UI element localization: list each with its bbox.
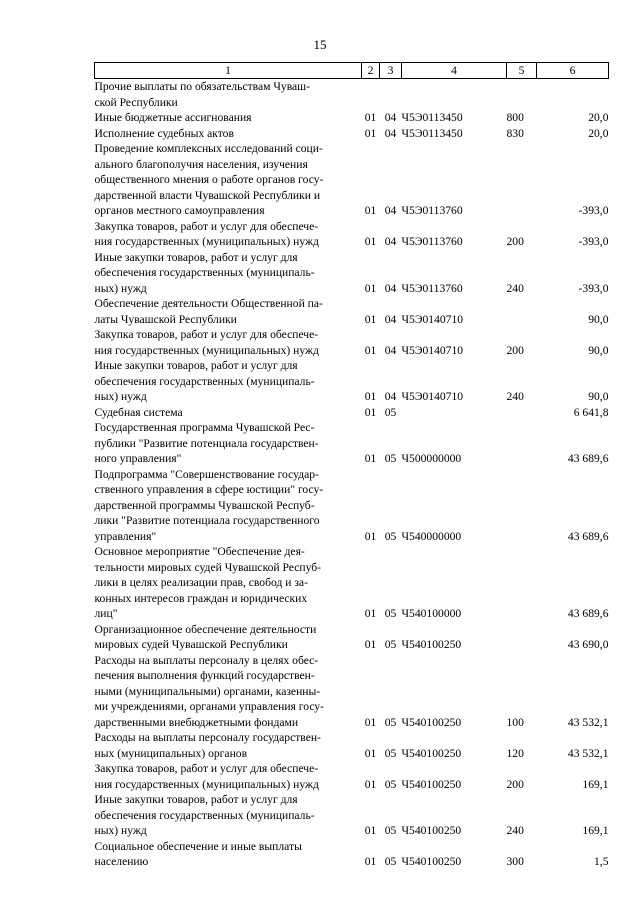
row-name: Государственная программа Чувашской Рес- публики "Развитие потенциала государствен- ного управления" xyxy=(94,421,319,465)
amount: 90,0 xyxy=(588,343,609,357)
target-article-code: Ч540100250 xyxy=(401,855,462,868)
expense-type-code: 100 xyxy=(506,715,524,729)
expense-type-code: 200 xyxy=(506,777,524,791)
amount: -393,0 xyxy=(578,281,609,295)
expense-type-code xyxy=(507,79,537,111)
section-code: 01 xyxy=(364,312,377,326)
subsection-code: 05 xyxy=(384,715,397,729)
target-article-code: Ч5Э0113760 xyxy=(401,281,463,295)
subsection-code: 05 xyxy=(384,824,397,837)
row-name: Судебная система xyxy=(94,405,183,419)
amount: 90,0 xyxy=(588,390,609,403)
section-code: 01 xyxy=(364,281,377,295)
target-article-code: Ч5Э0113450 xyxy=(401,126,463,140)
amount: 43 689,6 xyxy=(567,607,609,620)
row-name: Обеспечение деятельности Общественной па- латы Чувашской Республики xyxy=(94,297,323,326)
target-article-code: Ч5Э0113760 xyxy=(401,235,463,248)
expense-type-code: 240 xyxy=(506,390,524,403)
table-header xyxy=(95,63,609,79)
row-name: Закупка товаров, работ и услуг для обеспече- ния государственных (муниципальных) нужд xyxy=(94,328,319,357)
target-article-code: Ч5Э0113450 xyxy=(401,111,463,124)
section-code: 01 xyxy=(364,638,377,651)
target-article-code: Ч540100250 xyxy=(401,777,462,791)
expense-type-code xyxy=(507,141,537,219)
expense-type-code: 200 xyxy=(506,235,524,248)
amount: 20,0 xyxy=(588,126,609,140)
target-article-code: Ч540100250 xyxy=(401,746,462,760)
section-code: 01 xyxy=(364,126,377,140)
expense-type-code xyxy=(507,296,537,327)
amount: -393,0 xyxy=(578,235,609,248)
target-article-code: Ч5Э0140710 xyxy=(401,390,464,403)
subsection-code: 05 xyxy=(384,777,397,791)
expense-type-code xyxy=(507,467,537,545)
table-row xyxy=(95,79,609,111)
amount: 1,5 xyxy=(594,855,609,868)
amount: 169,1 xyxy=(582,824,609,837)
subsection-code: 05 xyxy=(384,855,397,868)
expense-type-code xyxy=(507,405,537,421)
section-code xyxy=(362,79,380,111)
row-name: Закупка товаров, работ и услуг для обеспече- ния государственных (муниципальных) нужд xyxy=(94,219,319,248)
target-article-code: Ч540100250 xyxy=(401,715,462,729)
subsection-code: 05 xyxy=(384,405,397,419)
subsection-code: 04 xyxy=(384,126,397,140)
header-col-1: 1 xyxy=(95,63,362,79)
expense-type-code: 200 xyxy=(506,343,524,357)
header-col-4: 4 xyxy=(402,63,507,79)
section-code: 01 xyxy=(364,235,377,248)
table-row xyxy=(95,622,609,653)
section-code: 01 xyxy=(364,715,377,729)
section-code: 01 xyxy=(364,204,377,217)
section-code: 01 xyxy=(364,343,377,357)
section-code: 01 xyxy=(364,529,377,543)
expense-type-code xyxy=(507,622,537,653)
row-name: Основное мероприятие "Обеспечение дея- тельности мировых судей Чувашской Респуб- лики в целях реализации прав, свобод и за- конных интересов граждан и юридических лиц" xyxy=(94,545,321,620)
row-name: Иные закупки товаров, работ и услуг для обеспечения государственных (муниципаль- ных) нужд xyxy=(94,793,315,837)
table-row xyxy=(95,405,609,421)
subsection-code: 04 xyxy=(384,204,397,217)
table-row xyxy=(95,250,609,297)
row-name: Исполнение судебных актов xyxy=(94,126,234,140)
table-row xyxy=(95,653,609,731)
amount: 90,0 xyxy=(588,312,609,326)
expense-type-code: 800 xyxy=(506,111,524,124)
subsection-code: 05 xyxy=(384,746,397,760)
amount: 43 689,6 xyxy=(567,529,609,543)
table-row xyxy=(95,141,609,219)
table-row xyxy=(95,467,609,545)
subsection-code: 05 xyxy=(384,529,397,543)
amount: 43 689,6 xyxy=(567,452,609,465)
target-article-code: Ч5Э0140710 xyxy=(401,343,464,357)
subsection-code: 04 xyxy=(384,312,397,326)
section-code: 01 xyxy=(364,111,377,124)
section-code: 01 xyxy=(364,777,377,791)
amount: 43 690,0 xyxy=(567,638,609,651)
subsection-code: 04 xyxy=(384,111,397,124)
table-row xyxy=(95,327,609,358)
row-name: Социальное обеспечение и иные выплаты населению xyxy=(94,839,302,868)
target-article-code: Ч540100250 xyxy=(401,638,462,651)
amount: -393,0 xyxy=(578,204,609,217)
row-name: Подпрограмма "Совершенствование государ- ственного управления в сфере юстиции" госу- дарственной программы Чувашской Респуб- лики "Развитие потенциала государственного управления" xyxy=(94,467,324,543)
table-row xyxy=(95,126,609,142)
target-article-code: Ч540100000 xyxy=(401,607,462,620)
section-code: 01 xyxy=(364,607,377,620)
section-code: 01 xyxy=(364,824,377,837)
row-name: Закупка товаров, работ и услуг для обеспече- ния государственных (муниципальных) нужд xyxy=(94,762,319,791)
target-article-code: Ч5Э0140710 xyxy=(401,312,464,326)
subsection-code: 04 xyxy=(384,235,397,248)
row-name: Иные закупки товаров, работ и услуг для обеспечения государственных (муниципаль- ных) нужд xyxy=(94,359,315,403)
target-article-code xyxy=(402,79,507,111)
amount: 169,1 xyxy=(582,777,609,791)
subsection-code: 05 xyxy=(384,452,397,465)
table-row xyxy=(95,839,609,870)
amount: 43 532,1 xyxy=(567,715,609,729)
expense-type-code: 300 xyxy=(506,855,524,868)
amount: 6 641,8 xyxy=(573,405,609,419)
header-col-5: 5 xyxy=(507,63,537,79)
table-row xyxy=(95,219,609,250)
row-name: Иные бюджетные ассигнования xyxy=(94,111,252,124)
expense-type-code xyxy=(507,420,537,467)
amount: 20,0 xyxy=(588,111,609,124)
row-name: Прочие выплаты по обязательствам Чуваш- ской Республики xyxy=(94,80,310,109)
table-row xyxy=(95,544,609,622)
expense-type-code: 240 xyxy=(506,824,524,837)
section-code: 01 xyxy=(364,855,377,868)
table-row xyxy=(95,420,609,467)
section-code: 01 xyxy=(364,452,377,465)
expense-type-code xyxy=(507,544,537,622)
budget-table xyxy=(94,62,609,870)
header-row xyxy=(95,63,609,79)
target-article-code: Ч500000000 xyxy=(401,452,462,465)
amount: 43 532,1 xyxy=(567,746,609,760)
table-row xyxy=(95,761,609,792)
target-article-code: Ч540100250 xyxy=(401,824,462,837)
table-row xyxy=(95,730,609,761)
row-name: Организационное обеспечение деятельности мировых судей Чувашской Республики xyxy=(94,622,317,651)
target-article-code xyxy=(402,405,507,421)
amount xyxy=(537,79,609,111)
table-row xyxy=(95,110,609,126)
header-col-3: 3 xyxy=(380,63,402,79)
target-article-code: Ч540000000 xyxy=(401,529,462,543)
expense-type-code: 120 xyxy=(506,746,524,760)
section-code: 01 xyxy=(364,746,377,760)
table-row xyxy=(95,358,609,405)
expense-type-code: 240 xyxy=(506,281,524,295)
section-code: 01 xyxy=(364,390,377,403)
subsection-code: 05 xyxy=(384,607,397,620)
subsection-code: 04 xyxy=(384,281,397,295)
row-name: Проведение комплексных исследований соци- ального благополучия населения, изучения общественного мнения о работе органов госу- дарственной власти Чувашской Республики и органов местного самоуправления xyxy=(94,142,324,217)
table-row xyxy=(95,792,609,839)
page-number: 15 xyxy=(313,37,327,52)
header-col-6: 6 xyxy=(537,63,609,79)
section-code: 01 xyxy=(364,405,377,419)
table-row xyxy=(95,296,609,327)
row-name: Расходы на выплаты персоналу государствен- ных (муниципальных) органов xyxy=(94,731,321,760)
header-col-2: 2 xyxy=(362,63,380,79)
subsection-code: 04 xyxy=(384,343,397,357)
expense-type-code: 830 xyxy=(506,126,524,140)
target-article-code: Ч5Э0113760 xyxy=(401,204,463,217)
subsection-code: 05 xyxy=(384,638,397,651)
subsection-code: 04 xyxy=(384,390,397,403)
row-name: Иные закупки товаров, работ и услуг для обеспечения государственных (муниципаль- ных) нужд xyxy=(94,250,315,295)
table-body xyxy=(95,79,609,870)
row-name: Расходы на выплаты персоналу в целях обес- печения выполнения функций государствен- ными (муниципальными) органами, казенны- ми учреждениями, органами управления госу- дарственными внебюджетными фондами xyxy=(94,653,324,729)
subsection-code xyxy=(380,79,402,111)
